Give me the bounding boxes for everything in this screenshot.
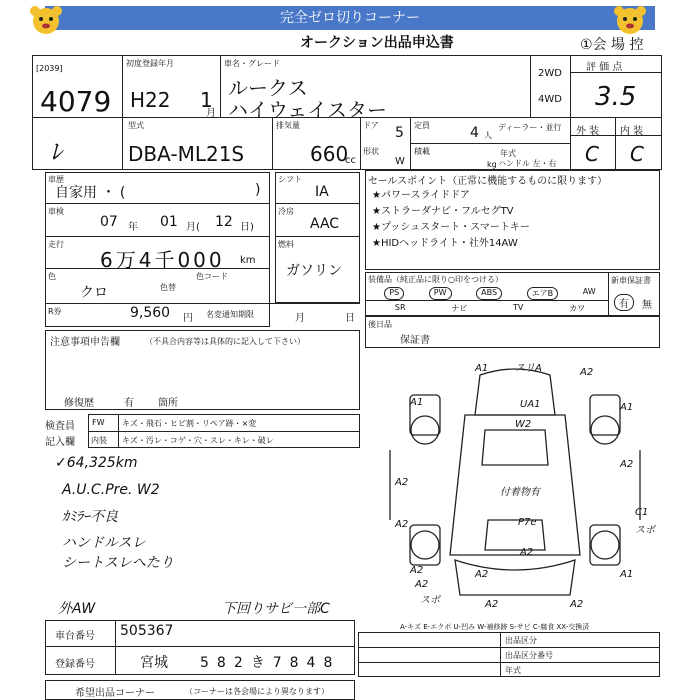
inspection-day: 12 — [215, 214, 233, 230]
repair-label: 修復歴 — [64, 398, 94, 409]
damage-mark: P7e — [518, 517, 537, 528]
inspection-day-unit: 日) — [240, 222, 254, 233]
mascot-bear-icon — [610, 3, 650, 37]
notes-hint: （不具合内容等は具体的に記入して下さい） — [145, 337, 305, 346]
body-shape-label: 形状 — [363, 147, 379, 156]
corner-banner: 完全ゼロ切りコーナー — [45, 6, 655, 30]
damage-mark: A2 — [475, 569, 489, 580]
registration-month: 1 — [200, 88, 213, 112]
notes-label: 注意事項申告欄 — [50, 337, 120, 348]
damage-mark: スリA — [515, 363, 542, 374]
damage-legend: A-キズ E-エクボ U-凹み W-補修跡 S-サビ C-腐食 XX-交換済 — [400, 623, 590, 631]
drive-2wd: 2WD — [538, 68, 562, 79]
damage-mark: W2 — [515, 419, 532, 430]
year-label: 年式 — [505, 666, 521, 675]
handwritten-aw: 外AW — [58, 601, 96, 617]
handwritten-auc: A.U.C.Pre. W2 — [62, 482, 160, 498]
equipment-navi: ナビ — [451, 304, 468, 313]
sales-point-item: ★HIDヘッドライト・社外14AW — [372, 238, 518, 249]
model-label: 型式 — [128, 121, 144, 130]
equipment-aw: AW — [582, 287, 596, 296]
warranty-has: 有 — [614, 294, 634, 311]
capacity-label: 定員 — [414, 121, 430, 130]
mileage-value: 6万4千000 — [100, 248, 225, 272]
equipment-airbag: エアB — [527, 287, 559, 300]
damage-mark: C1 — [635, 507, 649, 518]
cooling-label: 冷房 — [278, 207, 294, 216]
doors-label: ドア — [363, 121, 379, 130]
inspector-fw-key: FW — [92, 418, 105, 427]
inspection-month-unit: 月( — [186, 222, 200, 233]
docs-label: 後日品 — [368, 320, 392, 329]
handwritten-steering: ハンドルスレ — [62, 535, 146, 551]
damage-mark: A2 — [570, 599, 584, 610]
color-code-label: 色コード — [196, 272, 228, 281]
displacement-value: 660 — [310, 142, 349, 166]
exterior-value: C — [585, 142, 599, 166]
equipment-label: 装備品（純正品に限り○印をつける） — [368, 275, 503, 284]
repair-value: 有 — [124, 398, 134, 409]
sales-point-item: ★パワースライドドア — [372, 190, 470, 201]
load-label: 積載 — [414, 147, 430, 156]
recycle-unit: 円 — [183, 313, 193, 324]
inspection-label: 車検 — [48, 207, 64, 216]
damage-mark: A1 — [410, 397, 424, 408]
damage-mark: A2 — [520, 547, 534, 558]
damage-mark: UA1 — [520, 399, 541, 410]
model-value: DBA-ML21S — [128, 142, 245, 166]
handwritten-mileage: ✓64,325km — [55, 455, 138, 471]
dealer-label: ディーラー・並行 — [498, 123, 562, 132]
chassis-value: 505367 — [120, 623, 174, 639]
inspection-year: 07 — [100, 214, 118, 230]
first-registration-label: 初度登録年月 — [126, 59, 174, 68]
damage-mark: スポ — [420, 595, 440, 606]
repair-box: 箇所 — [158, 398, 178, 409]
equipment-pw: PW — [429, 287, 452, 300]
damage-mark: A2 — [395, 519, 409, 530]
shift-value: IA — [315, 184, 329, 200]
mascot-bear-icon — [26, 3, 66, 37]
car-grade: ハイウェイスター — [228, 98, 387, 122]
score-label: 評 価 点 — [586, 62, 623, 73]
shift-label: シフト — [278, 175, 302, 184]
plate-label: 登録番号 — [55, 659, 95, 670]
exterior-label: 外 装 — [576, 126, 600, 137]
damage-mark: A2 — [395, 477, 409, 488]
sales-point-item: ★ストラーダナビ・フルセグTV — [372, 206, 514, 217]
damage-mark: A2 — [485, 599, 499, 610]
wish-label: 希望出品コーナー — [75, 688, 155, 699]
warranty-label: 新車保証書 — [611, 276, 651, 285]
lot-number: 4079 — [40, 85, 112, 118]
doors-value: 5 — [395, 125, 404, 141]
equipment-sr: SR — [394, 303, 406, 312]
damage-mark: スポ — [635, 525, 655, 536]
car-name-label: 車名・グレード — [224, 59, 280, 68]
sales-points-label: セールスポイント（正常に機能するものに限ります） — [368, 176, 608, 187]
inspection-year-unit: 年 — [128, 222, 138, 233]
mileage-unit: km — [240, 255, 256, 266]
wish-hint: （コーナーは各会場により異なります） — [185, 687, 329, 696]
chassis-label: 車台番号 — [55, 631, 95, 642]
handwritten-mirror: ｶﾐﾗｰ不良 — [62, 509, 118, 525]
handwritten-seat: シートスレへたり — [62, 555, 174, 571]
model-doodle: ﾚ — [50, 138, 62, 166]
model-year-label: 年式 — [500, 149, 516, 158]
warranty-none: 無 — [642, 300, 652, 311]
capacity-unit: 人 — [484, 131, 492, 140]
displacement-label: 排気量 — [276, 121, 300, 130]
inspector-label: 検査員 — [45, 421, 75, 432]
sales-point-item: ★プッシュスタート・スマートキー — [372, 222, 530, 233]
damage-mark: A2 — [415, 579, 429, 590]
registration-era: H22 — [130, 88, 171, 112]
cooling-value: AAC — [310, 216, 340, 232]
usage-close: ) — [255, 182, 261, 198]
interior-value: C — [630, 142, 644, 166]
handwritten-underbody: 下回りサビ一部C — [222, 601, 330, 617]
displacement-unit: cc — [345, 155, 356, 166]
inspector-interior-key: 内装 — [91, 436, 107, 445]
damage-mark: A2 — [580, 367, 594, 378]
recycle-label: R券 — [48, 307, 62, 316]
mileage-label: 走行 — [48, 240, 64, 249]
handle-label: ハンドル 左・右 — [498, 159, 557, 168]
inspector-fw-items: キズ・飛石・ヒビ割・リペア跡・×変 — [122, 419, 257, 428]
color-label: 色 — [48, 272, 56, 281]
capacity-value: 4 — [470, 125, 479, 141]
class-number-label: 出品区分番号 — [505, 651, 553, 660]
score-value: 3.5 — [595, 82, 637, 112]
plate-number: 582き7848 — [200, 655, 341, 671]
interior-label: 内 装 — [620, 126, 644, 137]
color-change-label: 色替 — [160, 283, 176, 292]
damage-mark: A1 — [620, 569, 634, 580]
notice-day: 日 — [345, 313, 355, 324]
inspection-month: 01 — [160, 214, 178, 230]
load-unit: kg — [487, 160, 497, 169]
damage-mark: 付着物有 — [500, 487, 540, 498]
drive-4wd: 4WD — [538, 94, 562, 105]
notice-month: 月 — [295, 313, 305, 324]
plate-region: 宮城 — [140, 655, 168, 671]
body-shape-value: W — [395, 156, 405, 167]
fuel-value: ガソリン — [286, 263, 342, 279]
fuel-label: 燃料 — [278, 240, 294, 249]
registration-month-unit: 月 — [206, 108, 216, 119]
vehicle-damage-diagram — [370, 355, 660, 615]
recycle-value: 9,560 — [130, 305, 171, 321]
usage-value: 自家用 ・ ( — [55, 185, 126, 201]
lot-code: [2039] — [36, 64, 63, 73]
color-value: クロ — [80, 285, 108, 301]
usage-label: 車歴 — [48, 175, 64, 184]
inspector-interior-items: キズ・汚レ・コゲ・穴・スレ・キレ・破レ — [122, 436, 274, 445]
car-name: ルークス — [228, 76, 308, 100]
class-label: 出品区分 — [505, 636, 537, 645]
docs-value: 保証書 — [400, 335, 430, 346]
damage-mark: A1 — [475, 363, 489, 374]
form-title: オークション出品申込書 — [300, 35, 454, 51]
equipment-leather: カワ — [569, 304, 586, 313]
equipment-ps: PS — [384, 287, 404, 300]
damage-mark: A1 — [620, 402, 634, 413]
equipment-abs: ABS — [476, 287, 502, 300]
damage-mark: A2 — [620, 459, 634, 470]
damage-mark: A2 — [410, 565, 424, 576]
venue-copy-label: ①会 場 控 — [580, 37, 644, 53]
equipment-tv: TV — [513, 303, 524, 312]
inspector-label2: 記入欄 — [45, 437, 75, 448]
notice-deadline-label: 名変通知期限 — [206, 310, 254, 319]
